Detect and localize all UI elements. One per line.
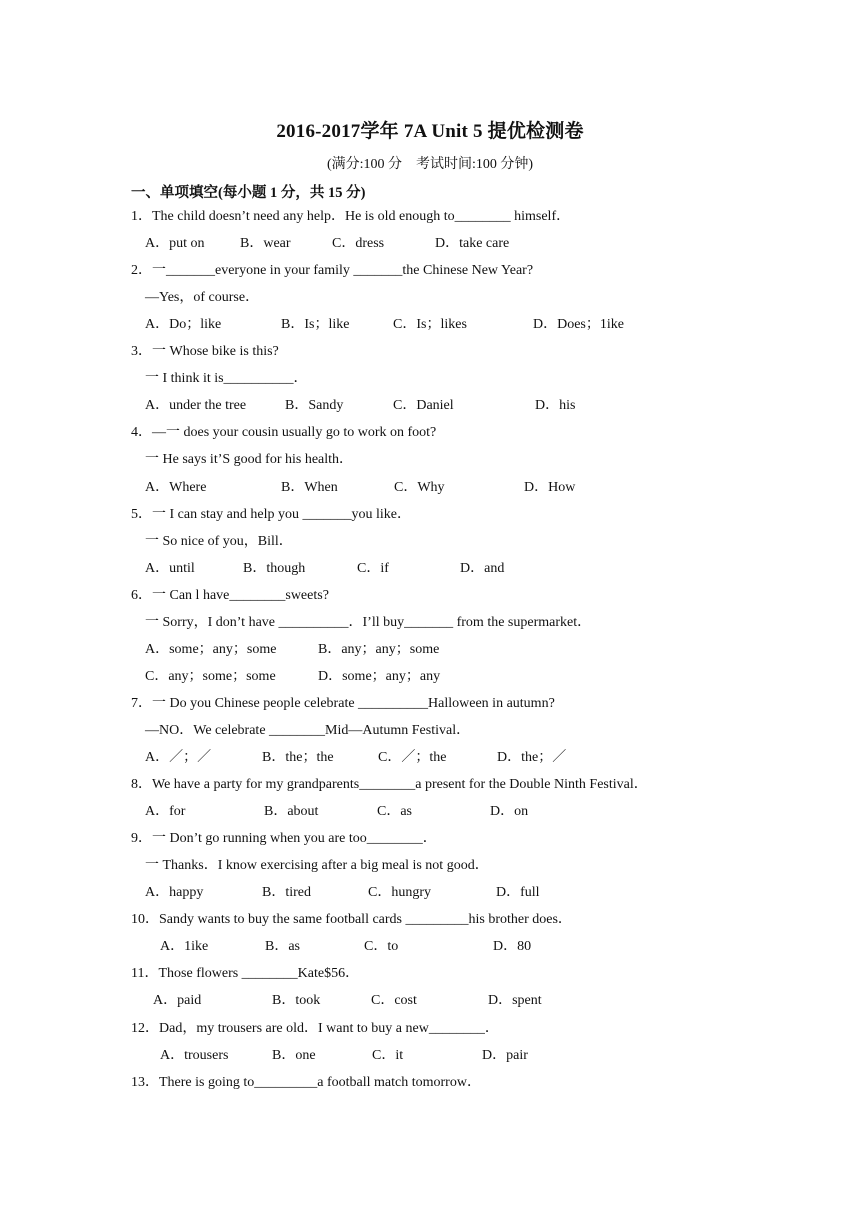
answer-option[interactable]: B．Sandy: [285, 398, 344, 413]
answer-option[interactable]: D．some；any；any: [318, 669, 441, 684]
question-stem: 6．一 Can l have________sweets?: [131, 588, 329, 603]
answer-option[interactable]: A．trousers: [160, 1048, 229, 1063]
answer-option[interactable]: A．some；any；some: [145, 642, 277, 657]
dialogue-line: 一 Thanks．I know exercising after a big meal is not good．: [145, 858, 489, 873]
answer-option[interactable]: A．happy: [145, 885, 204, 900]
question-stem: 11．Those flowers ________Kate$56．: [131, 966, 360, 981]
answer-option[interactable]: C．cost: [371, 993, 417, 1008]
answer-option[interactable]: A．Where: [145, 480, 207, 495]
answer-option[interactable]: B．wear: [240, 236, 291, 251]
page-title: 2016-2017学年 7A Unit 5 提优检测卷: [276, 121, 584, 142]
answer-option[interactable]: C．Daniel: [393, 398, 454, 413]
dialogue-line: 一 He says it’S good for his health．: [145, 452, 354, 467]
dialogue-line: 一 I think it is__________．: [145, 371, 308, 386]
answer-option[interactable]: D．his: [535, 398, 576, 413]
answer-option[interactable]: B．When: [281, 480, 338, 495]
answer-option[interactable]: D．and: [460, 561, 505, 576]
answer-option[interactable]: A．for: [145, 804, 186, 819]
answer-option[interactable]: B．about: [264, 804, 319, 819]
answer-option[interactable]: D．full: [496, 885, 540, 900]
answer-option[interactable]: D．80: [493, 939, 532, 954]
answer-option[interactable]: D．take care: [435, 236, 510, 251]
answer-option[interactable]: C．hungry: [368, 885, 431, 900]
answer-option[interactable]: B．as: [265, 939, 300, 954]
answer-option[interactable]: A．until: [145, 561, 195, 576]
answer-option[interactable]: B．the；the: [262, 750, 334, 765]
answer-option[interactable]: B．though: [243, 561, 306, 576]
answer-option[interactable]: C．any；some；some: [145, 669, 276, 684]
answer-option[interactable]: C．if: [357, 561, 389, 576]
answer-option[interactable]: A．／；／: [145, 750, 212, 765]
question-stem: 3．一 Whose bike is this?: [131, 344, 279, 359]
answer-option[interactable]: A．Do；like: [145, 317, 222, 332]
answer-option[interactable]: B．took: [272, 993, 321, 1008]
answer-option[interactable]: B．one: [272, 1048, 316, 1063]
answer-option[interactable]: B．Is；like: [281, 317, 350, 332]
answer-option[interactable]: C．it: [372, 1048, 404, 1063]
question-stem: 12．Dad，my trousers are old．I want to buy a new________．: [131, 1021, 499, 1036]
question-stem: 13．There is going to_________a football match tomorrow．: [131, 1075, 481, 1090]
answer-option[interactable]: C．dress: [332, 236, 385, 251]
question-stem: 10．Sandy wants to buy the same football cards _________his brother does．: [131, 912, 572, 927]
question-stem: 9．一 Don’t go running when you are too________．: [131, 831, 437, 846]
question-stem: 1．The child doesn’t need any help．He is old enough to________ himself．: [131, 209, 571, 224]
answer-option[interactable]: A．paid: [153, 993, 202, 1008]
answer-option[interactable]: C．as: [377, 804, 412, 819]
question-stem: 5．一 I can stay and help you _______you like．: [131, 507, 411, 522]
question-stem: 8．We have a party for my grandparents________a present for the Double Ninth Festival．: [131, 777, 648, 792]
answer-option[interactable]: B．tired: [262, 885, 311, 900]
answer-option[interactable]: A．1ike: [160, 939, 209, 954]
question-stem: 4．—一 does your cousin usually go to work on foot?: [131, 425, 437, 440]
answer-option[interactable]: A．under the tree: [145, 398, 247, 413]
answer-option[interactable]: D．on: [490, 804, 529, 819]
answer-option[interactable]: A．put on: [145, 236, 205, 251]
answer-option[interactable]: C．to: [364, 939, 399, 954]
dialogue-line: —Yes，of course．: [145, 290, 260, 305]
page-subtitle: (满分:100 分 考试时间:100 分钟): [326, 157, 534, 172]
answer-option[interactable]: B．any；any；some: [318, 642, 440, 657]
answer-option[interactable]: C．Why: [394, 480, 445, 495]
answer-option[interactable]: C．／；the: [378, 750, 447, 765]
answer-option[interactable]: D．pair: [482, 1048, 528, 1063]
question-stem: 2．一_______everyone in your family _______the Chinese New Year?: [131, 263, 534, 278]
answer-option[interactable]: C．Is；likes: [393, 317, 467, 332]
dialogue-line: 一 So nice of you，Bill．: [145, 534, 293, 549]
answer-option[interactable]: D．the；／: [497, 750, 567, 765]
question-stem: 7．一 Do you Chinese people celebrate __________Halloween in autumn?: [131, 696, 555, 711]
section-heading: 一、单项填空(每小题 1 分，共 15 分): [131, 185, 366, 201]
answer-option[interactable]: D．Does；1ike: [533, 317, 624, 332]
dialogue-line: 一 Sorry，I don’t have __________．I’ll buy_______ from the supermarket．: [145, 615, 592, 630]
answer-option[interactable]: D．spent: [488, 993, 542, 1008]
answer-option[interactable]: D．How: [524, 480, 576, 495]
dialogue-line: —NO．We celebrate ________Mid—Autumn Festival．: [145, 723, 471, 738]
